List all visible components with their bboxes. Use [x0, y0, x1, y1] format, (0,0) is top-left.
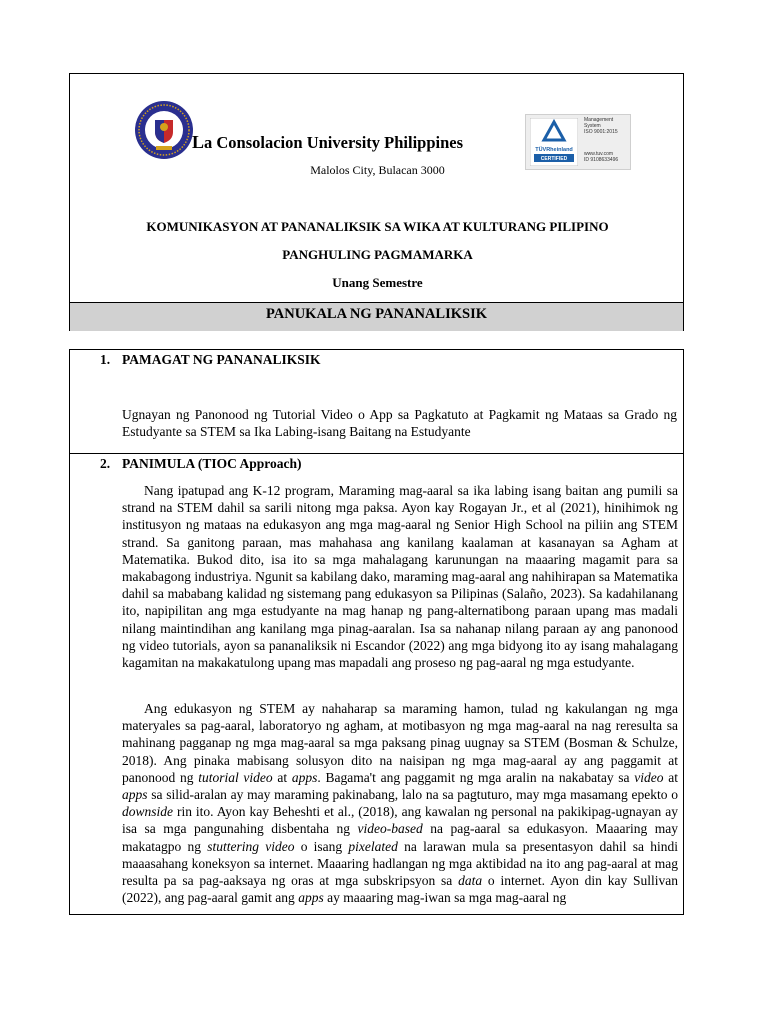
- course-title: KOMUNIKASYON AT PANANALIKSIK SA WIKA AT KULTURANG PILIPINO: [146, 219, 609, 234]
- section-heading: PAMAGAT NG PANANALIKSIK: [122, 352, 321, 367]
- research-title: Ugnayan ng Panonood ng Tutorial Video o App sa Pagkatuto at Pagkamit ng Mataas sa Grado ng Estudyante sa STEM sa Ika Labing-isang Baitang na Estudyante: [122, 407, 677, 439]
- document-header: [69, 73, 684, 331]
- proposal-title-bar: [70, 302, 683, 331]
- tuv-id: ID 9108633496: [584, 157, 619, 163]
- paragraph-text: Nang ipatupad ang K-12 program, Maraming mag-aaral sa ika labing isang baitan ang pumili sa strand na STEM dahil sa sarili nitong mga paksa. Ayon kay Rogayan Jr., et al (2021), hinihimok ng institusyon ng mataas na edukasyon ang mga mag-aaral ng Senior High School na piliin ang STEM strand. Sa ganitong paraan, mas mahahasa ang kanilang kaalaman at kasanayan sa Agham at Matematika. Bukod dito, isa ito sa mga mahalagang karunungan na maaaring magamit para sa makabagong industriya. Ngunit sa kabilang dako, maraming mag-aaral ang nahihirapan sa Matematika dahil sa mababang kalidad ng sistemang pang edukasyon sa Pilipinas (Salaño, 2023). Sa kadahilanang ito, napipilitan ang mga estudyante na mag hanap ng pang-alternatibong paraan upang mas madali nilang maintindihan ang kanilang mga pinag-aaralan. Isa sa nahanap nilang paraan ay ang panonood ng video tutorials, ayon sa pananaliksik ni Escandor (2022) ang mga bidyong ito ay isang mahalagang kagamitan na makakatulong upang mas mapadali ang proseso ng pag-aaral ng mga estudyante.: [122, 483, 678, 671]
- tuv-line-2: System: [584, 123, 601, 129]
- section-heading: PANIMULA (TIOC Approach): [122, 456, 302, 471]
- tuv-info-text: [584, 117, 630, 163]
- university-name: [192, 132, 463, 153]
- section-title: [70, 350, 683, 454]
- proposal-title: PANUKALA NG PANANALIKSIK: [265, 306, 487, 322]
- grading-period: PANGHULING PAGMAMARKA: [282, 247, 473, 262]
- introduction-paragraph-1: [122, 482, 678, 671]
- proposal-content: [69, 349, 684, 915]
- tuv-brand: TÜVRheinland: [535, 147, 573, 153]
- university-seal-icon: [134, 100, 194, 160]
- introduction-paragraph-2: [122, 700, 678, 906]
- iso-certification-logo: [525, 114, 631, 170]
- tuv-line-3: ISO 9001:2015: [584, 129, 618, 135]
- tuv-certified-icon: [530, 118, 578, 166]
- university-name-text: a Consolacion University Philippines: [204, 133, 464, 152]
- section-number: 2.: [100, 456, 111, 471]
- paragraph-text: Ang edukasyon ng STEM ay nahaharap sa maraming hamon, tulad ng kakulangan ng mga materyales sa pag-aaral, laboratoryo ng agham, at motibasyon ng mga mag-aaral na nag reresulta sa mahinang pagganap ng mga mag-aaral sa mga paksang pinag uugnay sa STEM (Bosman & Schulze, 2018). Ang pinaka mabisang solusyon dito na naisipan ng mga mag-aaral ay ang paggamit at panonood ng tutorial video at apps. Bagama't ang paggamit ng mga aralin na nakabatay sa video at apps sa silid-aralan ay may maraming pakinabang, lalo na sa pagtuturo, may mga masamang epekto o downside rin ito. Ayon kay Beheshti et al., (2018), ang kawalan ng personal na pakikipag-ugnayan ay isa sa mga pangunahing disbentaha ng video-based na pag-aaral sa edukasyon. Maaaring may makatagpo ng stuttering video o isang pixelated na larawan mula sa presentasyon dahil sa hindi maaasahang koneksyon sa internet. Maaaring hadlangan ng mga aktibidad na ito ang pag-aaral at mag resulta pa sa pag-aaksaya ng oras at mga subskripsyon sa data o internet. Ayon din kay Sullivan (2022), ang pag-aaral gamit ang apps ay maaaring mag-iwan sa mga mag-aaral ng: [122, 701, 678, 906]
- tuv-certified-label: CERTIFIED: [540, 156, 568, 163]
- tuv-line-1: Management: [584, 117, 614, 123]
- section-number: 1.: [100, 352, 111, 367]
- tuv-site: www.tuv.com: [584, 151, 614, 157]
- semester: Unang Semestre: [332, 275, 423, 290]
- university-initial: L: [192, 132, 205, 152]
- university-address: Malolos City, Bulacan 3000: [310, 163, 445, 177]
